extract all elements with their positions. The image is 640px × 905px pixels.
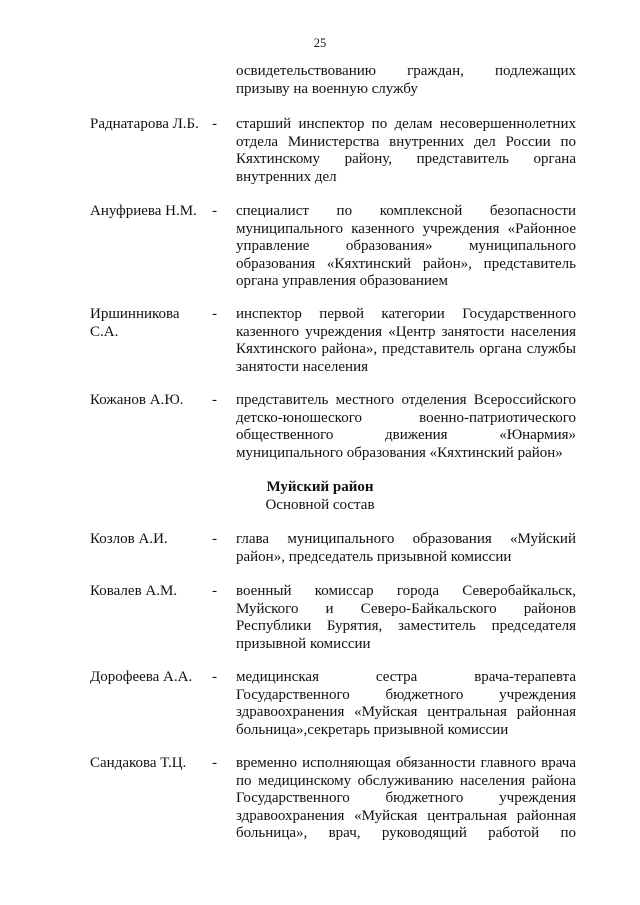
member-dash: - (212, 669, 217, 685)
member-role: представитель местного отделения Всероссийского детско-юношеского военно-патриотического общественного движения «Юнармия» муниципального образования «Кяхтинский район» (236, 392, 576, 461)
member-role: специалист по комплексной безопасности муниципального казенного учреждения «Районное управление образования» муниципального образования «Кяхтинский район», представитель органа управления образованием (236, 203, 576, 290)
member-dash: - (212, 203, 217, 219)
member-dash: - (212, 306, 217, 322)
member-dash: - (212, 583, 217, 599)
member-dash: - (212, 116, 217, 132)
member-role: военный комиссар города Северобайкальск, Муйского и Северо-Байкальского районов Республики Бурятия, заместитель председателя призывной комиссии (236, 583, 576, 652)
member-role: глава муниципального образования «Муйский район», председатель призывной комиссии (236, 531, 576, 565)
page-number: 25 (313, 36, 327, 50)
member-dash: - (212, 392, 217, 408)
member-name: Козлов А.И. (90, 531, 168, 547)
continuation-text: освидетельствованию граждан, подлежащих призыву на военную службу (236, 63, 576, 97)
member-name: Дорофеева А.А. (90, 669, 193, 685)
member-name: Ануфриева Н.М. (90, 203, 197, 219)
member-name: Сандакова Т.Ц. (90, 755, 187, 771)
member-dash: - (212, 755, 217, 771)
member-name: Ковалев А.М. (90, 583, 178, 599)
member-role: медицинская сестра врача-терапевта Государственного бюджетного учреждения здравоохранения «Муйская центральная районная больница»,секретарь призывной комиссии (236, 669, 576, 738)
member-name: Кожанов А.Ю. (90, 392, 184, 408)
member-name: Раднатарова Л.Б. (90, 116, 199, 132)
member-role: инспектор первой категории Государственного казенного учреждения «Центр занятости населения Кяхтинского района», представитель органа службы занятости населения (236, 306, 576, 375)
section-heading: Муйский район (266, 479, 374, 495)
member-dash: - (212, 531, 217, 547)
member-role: временно исполняющая обязанности главного врача по медицинскому обслуживанию населения района Государственного бюджетного учреждения здравоохранения «Муйская центральная районная больница», врач, руководящий работой по (236, 755, 576, 842)
member-name: Иршинникова С.А. (90, 306, 180, 340)
section-subheading: Основной состав (265, 497, 375, 513)
member-role: старший инспектор по делам несовершеннолетних отдела Министерства внутренних дел России по Кяхтинскому району, представитель органа внутренних дел (236, 116, 576, 185)
